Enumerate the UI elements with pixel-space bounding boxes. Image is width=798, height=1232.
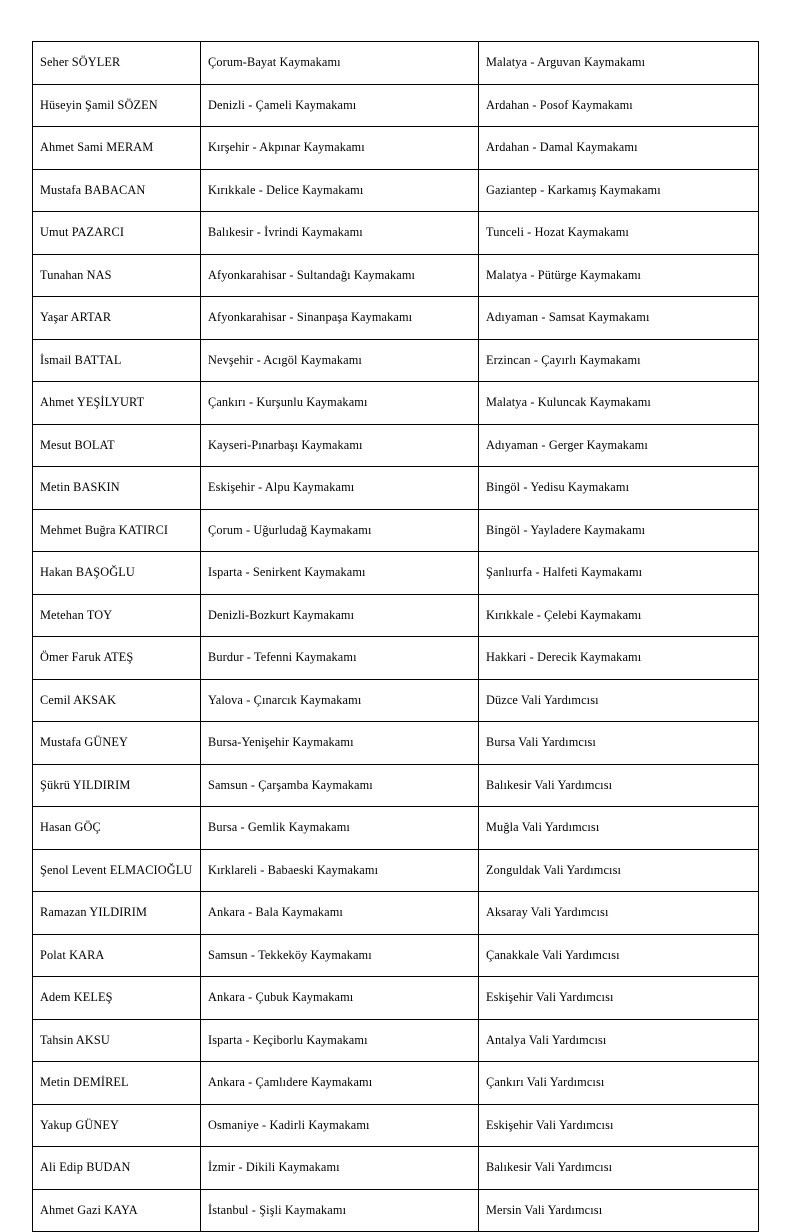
current-post-cell: Isparta - Senirkent Kaymakamı [201,552,479,595]
person-name-cell: Tunahan NAS [33,254,201,297]
new-post-cell: Eskişehir Vali Yardımcısı [479,977,759,1020]
person-name-cell: Mehmet Buğra KATIRCI [33,509,201,552]
table-row [33,679,759,722]
current-post-cell: Bursa - Gemlik Kaymakamı [201,807,479,850]
current-post-cell: Isparta - Keçiborlu Kaymakamı [201,1019,479,1062]
table-row [33,1104,759,1147]
new-post-cell: Şanlıurfa - Halfeti Kaymakamı [479,552,759,595]
table-row [33,339,759,382]
new-post-cell: Çankırı Vali Yardımcısı [479,1062,759,1105]
new-post-cell: Bingöl - Yayladere Kaymakamı [479,509,759,552]
table-row [33,594,759,637]
new-post-cell: Aksaray Vali Yardımcısı [479,892,759,935]
current-post-cell: Afyonkarahisar - Sinanpaşa Kaymakamı [201,297,479,340]
person-name-cell: Hüseyin Şamil SÖZEN [33,84,201,127]
new-post-cell: Tunceli - Hozat Kaymakamı [479,212,759,255]
current-post-cell: Osmaniye - Kadirli Kaymakamı [201,1104,479,1147]
new-post-cell: Adıyaman - Samsat Kaymakamı [479,297,759,340]
current-post-cell: Yalova - Çınarcık Kaymakamı [201,679,479,722]
person-name-cell: Şükrü YILDIRIM [33,764,201,807]
current-post-cell: Kırıkkale - Delice Kaymakamı [201,169,479,212]
table-row [33,722,759,765]
new-post-cell: Çanakkale Vali Yardımcısı [479,934,759,977]
person-name-cell: Ahmet Sami MERAM [33,127,201,170]
current-post-cell: İstanbul - Şişli Kaymakamı [201,1189,479,1232]
person-name-cell: Ali Edip BUDAN [33,1147,201,1190]
current-post-cell: Balıkesir - İvrindi Kaymakamı [201,212,479,255]
table-row [33,42,759,85]
appointments-table [32,41,759,1232]
person-name-cell: Umut PAZARCI [33,212,201,255]
new-post-cell: Ardahan - Posof Kaymakamı [479,84,759,127]
table-row [33,382,759,425]
table-row [33,127,759,170]
current-post-cell: Çorum - Uğurludağ Kaymakamı [201,509,479,552]
current-post-cell: İzmir - Dikili Kaymakamı [201,1147,479,1190]
new-post-cell: Malatya - Pütürge Kaymakamı [479,254,759,297]
table-row [33,764,759,807]
current-post-cell: Nevşehir - Acıgöl Kaymakamı [201,339,479,382]
current-post-cell: Çankırı - Kurşunlu Kaymakamı [201,382,479,425]
table-row [33,212,759,255]
table-row [33,467,759,510]
person-name-cell: Cemil AKSAK [33,679,201,722]
person-name-cell: Mustafa BABACAN [33,169,201,212]
current-post-cell: Eskişehir - Alpu Kaymakamı [201,467,479,510]
current-post-cell: Ankara - Bala Kaymakamı [201,892,479,935]
table-row [33,849,759,892]
person-name-cell: Yaşar ARTAR [33,297,201,340]
current-post-cell: Burdur - Tefenni Kaymakamı [201,637,479,680]
person-name-cell: Mustafa GÜNEY [33,722,201,765]
table-row [33,169,759,212]
person-name-cell: Hakan BAŞOĞLU [33,552,201,595]
table-row [33,977,759,1020]
table-row [33,1189,759,1232]
person-name-cell: Şenol Levent ELMACIOĞLU [33,849,201,892]
person-name-cell: Metin DEMİREL [33,1062,201,1105]
current-post-cell: Samsun - Çarşamba Kaymakamı [201,764,479,807]
new-post-cell: Kırıkkale - Çelebi Kaymakamı [479,594,759,637]
new-post-cell: Adıyaman - Gerger Kaymakamı [479,424,759,467]
current-post-cell: Kırşehir - Akpınar Kaymakamı [201,127,479,170]
table-row [33,934,759,977]
new-post-cell: Bingöl - Yedisu Kaymakamı [479,467,759,510]
new-post-cell: Antalya Vali Yardımcısı [479,1019,759,1062]
person-name-cell: Hasan GÖÇ [33,807,201,850]
person-name-cell: Yakup GÜNEY [33,1104,201,1147]
current-post-cell: Denizli-Bozkurt Kaymakamı [201,594,479,637]
table-row [33,1019,759,1062]
current-post-cell: Ankara - Çamlıdere Kaymakamı [201,1062,479,1105]
table-row [33,1147,759,1190]
table-row [33,509,759,552]
current-post-cell: Kayseri-Pınarbaşı Kaymakamı [201,424,479,467]
current-post-cell: Samsun - Tekkeköy Kaymakamı [201,934,479,977]
table-row [33,254,759,297]
current-post-cell: Afyonkarahisar - Sultandağı Kaymakamı [201,254,479,297]
table-row [33,637,759,680]
new-post-cell: Zonguldak Vali Yardımcısı [479,849,759,892]
person-name-cell: Metin BASKIN [33,467,201,510]
current-post-cell: Kırklareli - Babaeski Kaymakamı [201,849,479,892]
new-post-cell: Erzincan - Çayırlı Kaymakamı [479,339,759,382]
person-name-cell: Adem KELEŞ [33,977,201,1020]
person-name-cell: İsmail BATTAL [33,339,201,382]
current-post-cell: Ankara - Çubuk Kaymakamı [201,977,479,1020]
new-post-cell: Balıkesir Vali Yardımcısı [479,1147,759,1190]
person-name-cell: Ömer Faruk ATEŞ [33,637,201,680]
new-post-cell: Malatya - Arguvan Kaymakamı [479,42,759,85]
new-post-cell: Balıkesir Vali Yardımcısı [479,764,759,807]
current-post-cell: Çorum-Bayat Kaymakamı [201,42,479,85]
table-row [33,892,759,935]
current-post-cell: Bursa-Yenişehir Kaymakamı [201,722,479,765]
person-name-cell: Ahmet YEŞİLYURT [33,382,201,425]
table-row [33,297,759,340]
person-name-cell: Seher SÖYLER [33,42,201,85]
new-post-cell: Hakkari - Derecik Kaymakamı [479,637,759,680]
person-name-cell: Metehan TOY [33,594,201,637]
current-post-cell: Denizli - Çameli Kaymakamı [201,84,479,127]
person-name-cell: Ramazan YILDIRIM [33,892,201,935]
person-name-cell: Mesut BOLAT [33,424,201,467]
new-post-cell: Malatya - Kuluncak Kaymakamı [479,382,759,425]
new-post-cell: Muğla Vali Yardımcısı [479,807,759,850]
table-row [33,424,759,467]
table-row [33,84,759,127]
table-row [33,807,759,850]
new-post-cell: Gaziantep - Karkamış Kaymakamı [479,169,759,212]
new-post-cell: Düzce Vali Yardımcısı [479,679,759,722]
person-name-cell: Ahmet Gazi KAYA [33,1189,201,1232]
table-row [33,1062,759,1105]
new-post-cell: Mersin Vali Yardımcısı [479,1189,759,1232]
table-row [33,552,759,595]
new-post-cell: Ardahan - Damal Kaymakamı [479,127,759,170]
new-post-cell: Eskişehir Vali Yardımcısı [479,1104,759,1147]
person-name-cell: Tahsin AKSU [33,1019,201,1062]
person-name-cell: Polat KARA [33,934,201,977]
table-body [33,42,759,1232]
new-post-cell: Bursa Vali Yardımcısı [479,722,759,765]
